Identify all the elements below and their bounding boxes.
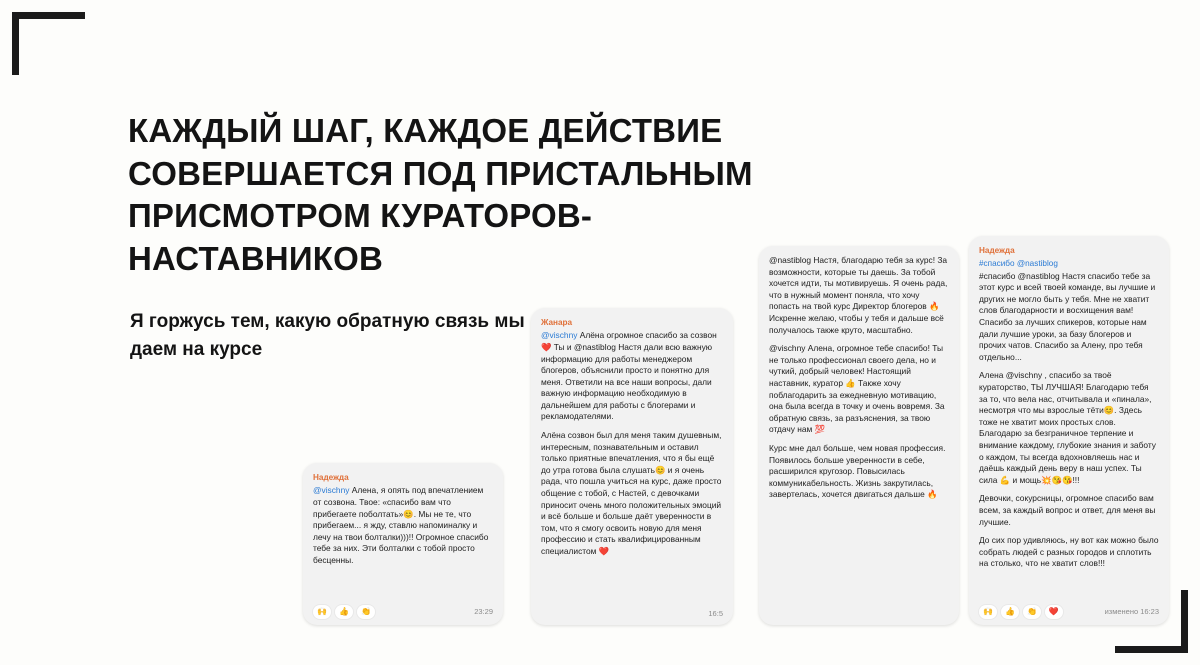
message-footer — [541, 609, 723, 619]
message-text: Алена, я опять под впечатлением от созвона. Твое: «спасибо вам что прибегаете поболтать»😊. Мы не те, что прибегаем... я жду, ставлю напоминалку и лечу на твои болталки)))!! Огромное спасибо тебе за них. Эти болталки с тобой просто бесценны. — [313, 485, 489, 565]
message-text: Алена @vischny , спасибо за твоё кураторство, ТЫ ЛУЧШАЯ! Благодарю тебя за то, что вела нас, отчитывала и «пинала», несмотря что мы взрослые тёти😊. Здесь тоже не хватит моих простых слов. Благодарю за безграничное терпение и внимание каждому, глубокие знания и заботу о каждом, ты всегда вдохновляешь нас и даёшь каждый день веру в наш успех. Ты сила 💪 и мощь💥😘😘!!! — [979, 370, 1156, 485]
page-title: КАЖДЫЙ ШАГ, КАЖДОЕ ДЕЙСТВИЕ СОВЕРШАЕТСЯ ПОД ПРИСТАЛЬНЫМ ПРИСМОТРОМ КУРАТОРОВ-НАСТАВНИКОВ — [128, 112, 753, 277]
testimonial-card — [759, 246, 959, 625]
message-sender: Жанара — [541, 318, 573, 327]
message-body — [313, 485, 493, 566]
reaction-chip[interactable]: 👍 — [1001, 605, 1019, 619]
message-text: Девочки, сокурсницы, огромное спасибо вам всем, за каждый вопрос и ответ, для меня вы лучшие. — [979, 493, 1156, 527]
testimonial-card — [303, 463, 503, 625]
message-body — [541, 330, 723, 423]
message-timestamp: изменено 16:23 — [1104, 606, 1159, 616]
message-text: @nastiblog Настя, благодарю тебя за курс! За возможности, которые ты даешь. За тобой хочется идти, ты мотивируешь. Я очень рада, что в нужный момент поняла, что хочу попасть на твой курс Директор блогеров 🔥 Искренне желаю, чтобы у тебя и дальше всё получалось также круто, масштабно. — [769, 255, 948, 335]
reaction-list[interactable] — [979, 605, 1063, 619]
reaction-chip[interactable]: 🙌 — [979, 605, 997, 619]
message-sender: Надежда — [313, 473, 349, 482]
hashtag-label[interactable]: #спасибо @nastiblog — [979, 259, 1058, 269]
page-subtitle: Я горжусь тем, какую обратную связь мы даем на курсе — [130, 311, 525, 360]
message-text: #спасибо @nastiblog Настя спасибо тебе за этот курс и всей твоей команде, вы лучшие и других не могло быть у тебя. Мне не хватит слов благодарности и восхищения вам! Спасибо за лучших спикеров, которые нам дали лучшие уроки, за базу блогеров и прочих чатов. Спасибо за Алену, про тебя отдельно... — [979, 270, 1156, 362]
reaction-chip[interactable]: 👏 — [1023, 605, 1041, 619]
reaction-list[interactable] — [313, 605, 375, 619]
message-timestamp: 23:29 — [474, 606, 493, 616]
corner-decoration-top-left — [12, 12, 85, 75]
reaction-chip[interactable]: 👏 — [357, 605, 375, 619]
message-footer — [979, 605, 1159, 619]
message-text: Алёна огромное спасибо за созвон❤️ Ты и @nastiblog Настя дали всю важную информацию для работы менеджером блогеров, объяснили просто и понятно для меня. Ответили на все наши вопросы, дали важную информацию необходимую в дальнейшем для работы с блогерами и рекламодателями. — [541, 330, 717, 422]
message-text: До сих пор удивляюсь, ну вот как можно было собрать людей с разных городов и сплотить на столько, что не хватит слов!!! — [979, 535, 1159, 569]
message-text: @vischny Алена, огромное тебе спасибо! Ты не только профессионал своего дела, но и чуткий, добрый человек! Настоящий наставник, куратор 👍 Также хочу поблагодарить за ежедневную мотивацию, она была всегда в точку и очень вовремя. За обратную связь, за разъяснения, за твою отдачу нам 💯 — [769, 343, 945, 435]
reaction-chip[interactable]: ❤️ — [1045, 605, 1063, 619]
reaction-chip[interactable]: 👍 — [335, 605, 353, 619]
message-text: Алёна созвон был для меня таким душевным, интересным, познавательным и оставил только приятные впечатления, что я бы ещё до утра готова была слушать😊 и я очень рада, что пошла учиться на курс, даже просто общение с тобой, с Настей, с девочками приносит очень много положительных эмоций и всё больше и больше даёт уверенности в том, что я смогу освоить новую для меня профессию и стать квалифицированным специалистом ❤️ — [541, 430, 722, 556]
message-timestamp: 16:5 — [708, 608, 723, 618]
mention-handle[interactable]: @vischny — [541, 330, 578, 341]
message-footer — [313, 605, 493, 619]
testimonial-card — [969, 236, 1169, 625]
message-sender: Надежда — [979, 246, 1015, 255]
message-text: Курс мне дал больше, чем новая профессия. Появилось больше уверенности в себе, расширился кругозор. Повысилась коммуникабельность. Жизнь закрутилась, завертелась, хочется двигаться дальше 🔥 — [769, 442, 946, 500]
testimonial-card — [531, 308, 733, 625]
reaction-chip[interactable]: 🙌 — [313, 605, 331, 619]
mention-handle[interactable]: @vischny — [313, 485, 350, 496]
